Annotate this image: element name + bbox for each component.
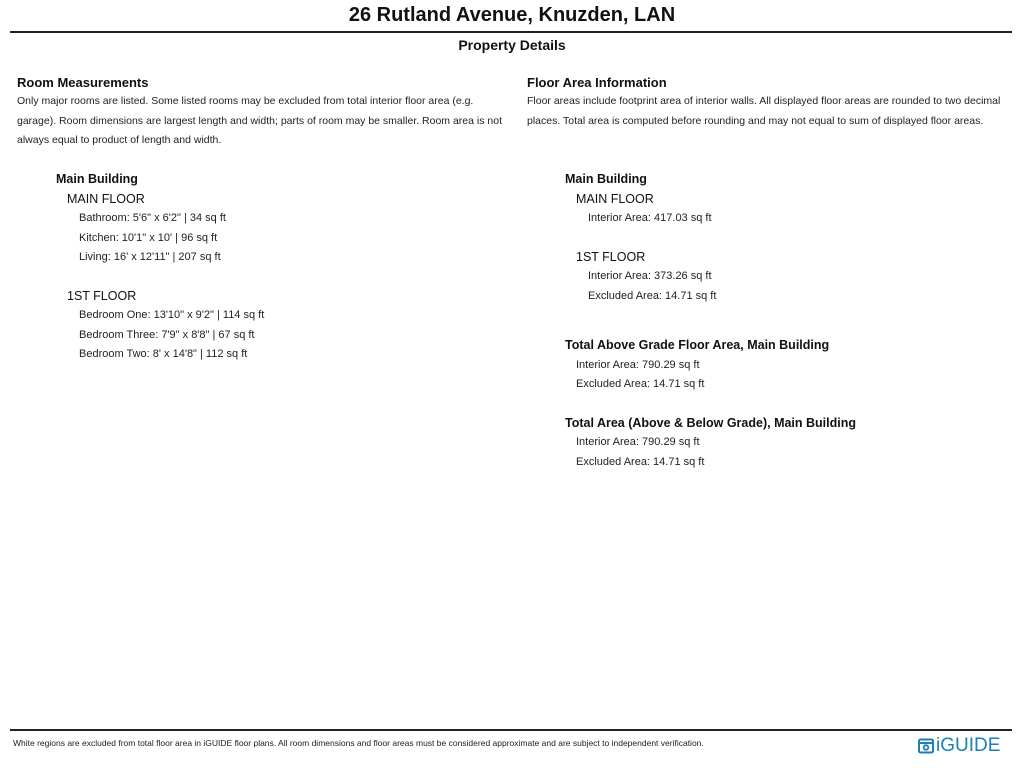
room-item: Bedroom Two: 8' x 14'8" | 112 sq ft xyxy=(79,348,248,360)
total-title: Total Area (Above & Below Grade), Main Building xyxy=(565,415,856,430)
room-measurements-list xyxy=(56,170,264,365)
footer-divider xyxy=(10,729,1012,731)
header-divider xyxy=(10,31,1012,33)
area-item: Excluded Area: 14.71 sq ft xyxy=(588,289,717,302)
page-title: 26 Rutland Avenue, Knuzden, LAN xyxy=(348,4,676,26)
floor-name: 1ST FLOOR xyxy=(576,249,646,264)
camera-box-icon xyxy=(918,738,934,754)
total-item: Interior Area: 790.29 sq ft xyxy=(576,358,700,371)
total-item: Interior Area: 790.29 sq ft xyxy=(576,436,700,448)
room-item: Bathroom: 5'6" x 6'2" | 34 sq ft xyxy=(79,212,226,224)
room-item: Kitchen: 10'1" x 10' | 96 sq ft xyxy=(79,231,218,244)
room-item: Bedroom One: 13'10" x 9'2" | 114 sq ft xyxy=(79,309,265,321)
room-measurements-description: Only major rooms are listed. Some listed rooms may be excluded from total interior floor area (e.g. garage). Room dimensions are largest length and width; parts of room may be smaller. Room area is not always equal to product of length and width. xyxy=(17,95,502,146)
footer-disclaimer: White regions are excluded from total floor area in iGUIDE floor plans. All room dimensions and floor areas must be considered approximate and are subject to independent verification. xyxy=(13,738,704,748)
building-name: Main Building xyxy=(565,172,647,186)
building-name: Main Building xyxy=(56,172,138,186)
floor-name: 1ST FLOOR xyxy=(67,288,137,303)
area-item: Interior Area: 417.03 sq ft xyxy=(588,212,712,224)
page-subtitle: Property Details xyxy=(458,37,566,53)
logo-text: iGUIDE xyxy=(936,735,1001,756)
total-title: Total Above Grade Floor Area, Main Building xyxy=(565,338,830,352)
room-item: Bedroom Three: 7'9" x 8'8" | 67 sq ft xyxy=(79,328,255,341)
floor-area-title: Floor Area Information xyxy=(527,75,667,90)
room-measurements-title: Room Measurements xyxy=(17,75,149,90)
area-item: Interior Area: 373.26 sq ft xyxy=(588,270,712,282)
total-item: Excluded Area: 14.71 sq ft xyxy=(576,455,705,468)
floor-area-section xyxy=(527,74,1017,131)
floor-name: MAIN FLOOR xyxy=(67,191,145,206)
room-measurements-section xyxy=(17,74,507,151)
iguide-logo xyxy=(918,735,1000,757)
room-item: Living: 16' x 12'11" | 207 sq ft xyxy=(79,251,221,263)
floor-area-list xyxy=(565,170,856,472)
floor-area-description: Floor areas include footprint area of interior walls. All displayed floor areas are rounded to two decimal places. Total area is computed before rounding and may not equal to sum of displayed floor areas. xyxy=(527,95,1001,127)
total-item: Excluded Area: 14.71 sq ft xyxy=(576,378,705,390)
floor-name: MAIN FLOOR xyxy=(576,191,654,206)
